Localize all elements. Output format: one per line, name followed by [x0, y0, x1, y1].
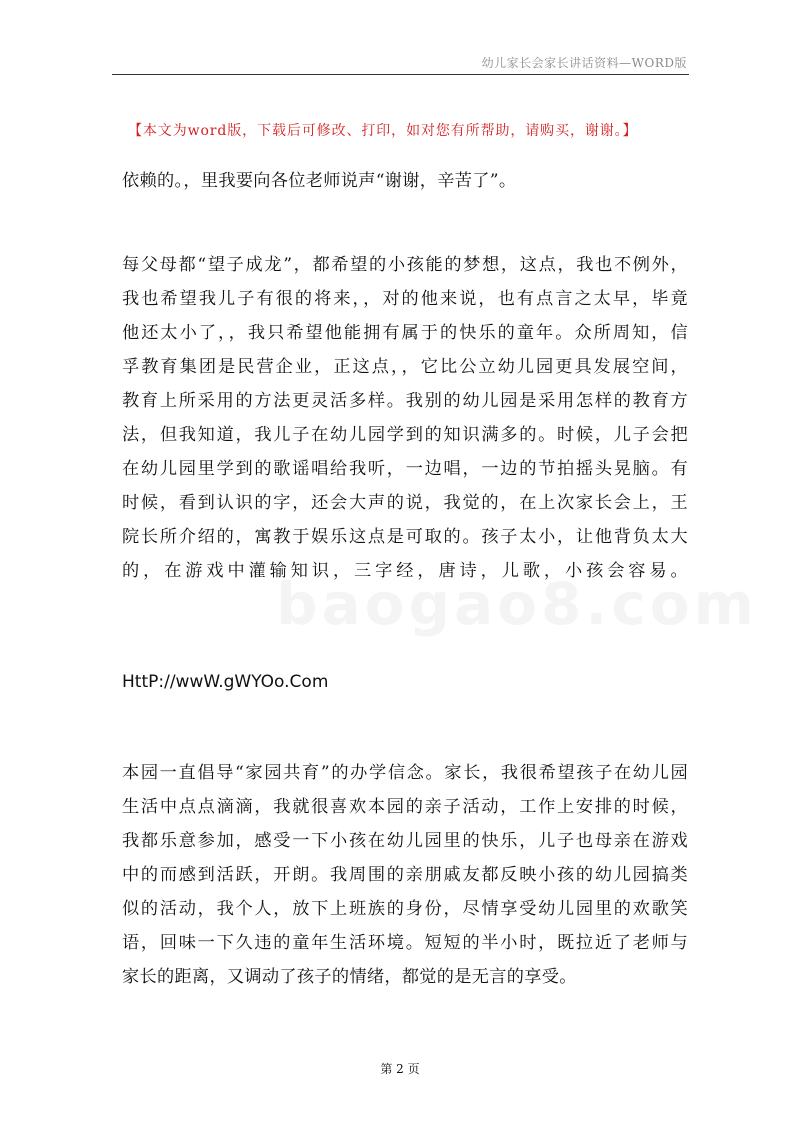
paragraph-line: 在幼儿园里学到的歌谣唱给我听，一边唱，一边的节拍摇头晃脑。有	[122, 459, 688, 479]
paragraph-line: 似的活动，我个人，放下上班族的身份，尽情享受幼儿园里的欢歌笑	[122, 899, 688, 919]
paragraph-3	[122, 756, 688, 994]
paragraph-line: 时候，看到认识的字，还会大声的说，我觉的，在上次家长会上，王	[122, 493, 688, 513]
paragraph-line: 本园一直倡导“家园共育”的办学信念。家长，我很希望孩子在幼儿园	[122, 763, 688, 783]
paragraph-line: 教育上所采用的方法更灵活多样。我别的幼儿园是采用怎样的教育方	[122, 391, 688, 411]
paragraph-line: 语，回味一下久违的童年生活环境。短短的半小时，既拉近了老师与	[122, 933, 688, 953]
paragraph-line: 生活中点点滴滴，我就很喜欢本园的亲子活动，工作上安排的时候，	[122, 797, 688, 817]
paragraph-line: 孚教育集团是民营企业，正这点，，它比公立幼儿园更具发展空间，	[122, 357, 688, 377]
paragraph-line: 的，在游戏中灌输知识，三字经，唐诗，儿歌，小孩会容易。	[122, 561, 688, 581]
paragraph-line: 中的而感到活跃，开朗。我周围的亲朋戚友都反映小孩的幼儿园搞类	[122, 865, 688, 885]
paragraph-2	[122, 248, 688, 588]
paragraph-line: 院长所介绍的，寓教于娱乐这点是可取的。孩子太小，让他背负太大	[122, 527, 688, 547]
paragraph-line: 每父母都“望子成龙”，都希望的小孩能的梦想，这点，我也不例外，	[122, 255, 688, 275]
paragraph-line: 家长的距离，又调动了孩子的情绪，都觉的是无言的享受。	[122, 967, 577, 987]
page-number: 第 2 页	[380, 1062, 420, 1076]
paragraph-line: 我都乐意参加，感受一下小孩在幼儿园里的快乐，儿子也母亲在游戏	[122, 831, 688, 851]
download-notice: 【本文为word版，下载后可修改、打印，如对您有所帮助，请购买，谢谢。】	[128, 123, 638, 139]
website-url-text: HttP://wwW.gWYOo.Com	[122, 672, 329, 692]
paragraph-line: 法，但我知道，我儿子在幼儿园学到的知识满多的。时候，儿子会把	[122, 425, 688, 445]
paragraph-line: 我也希望我儿子有很的将来，，对的他来说，也有点言之太早，毕竟	[122, 289, 688, 309]
paragraph-line: 他还太小了，，我只希望他能拥有属于的快乐的童年。众所周知，信	[122, 323, 688, 343]
paragraph-1	[122, 164, 688, 198]
paragraph-line: 依赖的。，里我要向各位老师说声“谢谢，辛苦了”。	[122, 171, 517, 191]
header-divider	[112, 74, 689, 75]
document-header-title: 幼儿家长会家长讲话资料—WORD版	[481, 56, 687, 70]
